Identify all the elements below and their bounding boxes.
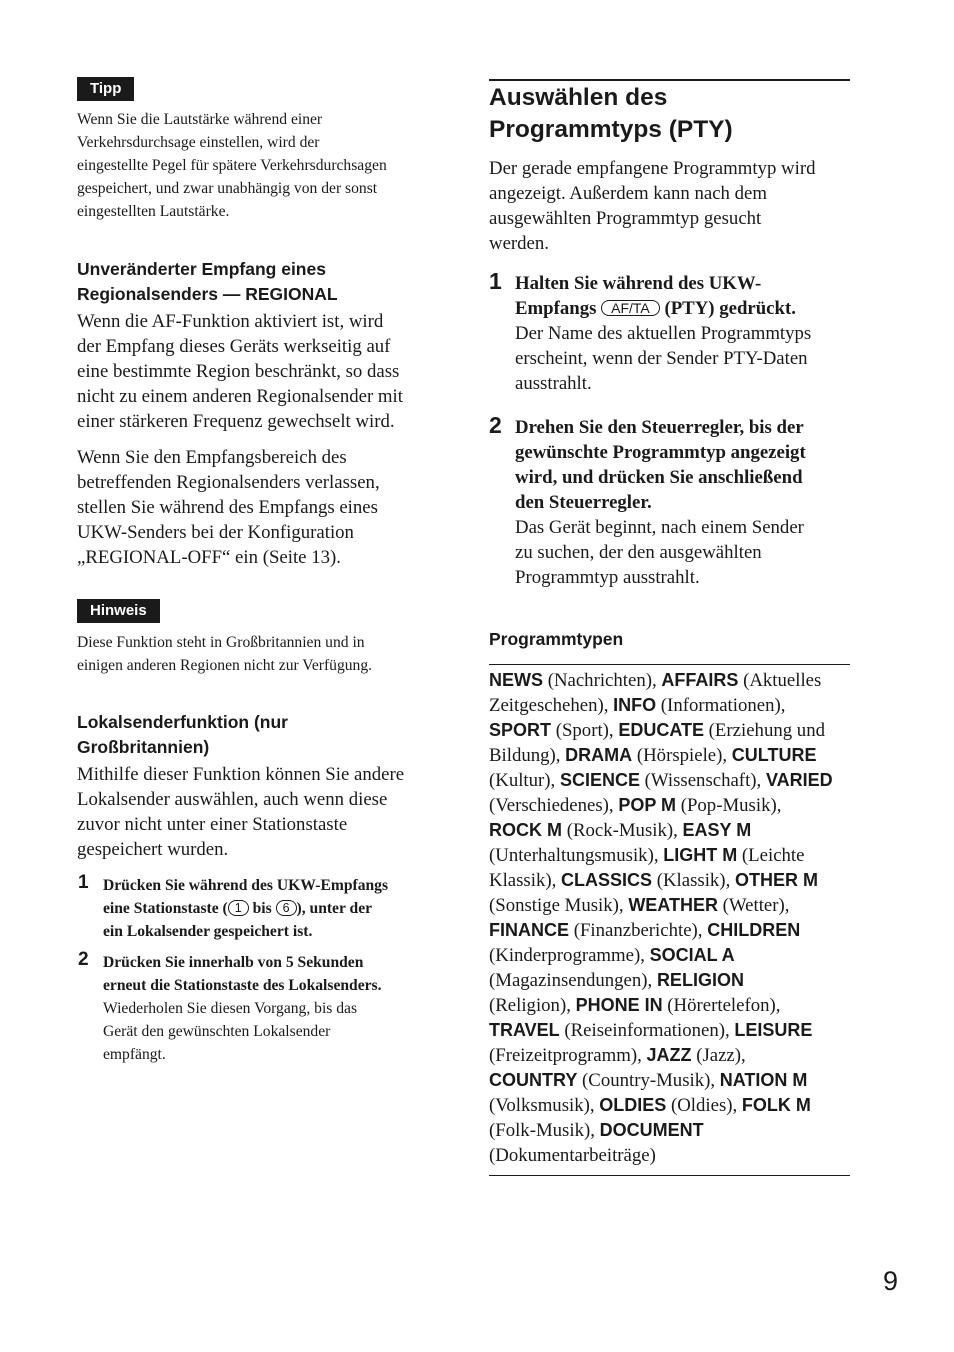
hinweis-text <box>77 631 372 677</box>
text-line: stellen Sie während des Empfangs eines <box>77 497 378 518</box>
pty-description: (Wetter), <box>717 895 790 916</box>
hinweis-line: Diese Funktion steht in Großbritannien und in <box>77 634 365 651</box>
text-line: „REGIONAL-OFF“ ein (Seite 13). <box>77 547 341 568</box>
title-line: Programmtyps (PTY) <box>489 116 733 143</box>
pty-list-line <box>489 1145 656 1166</box>
step-line: zu suchen, der den ausgewählten <box>515 542 762 563</box>
text-line: gespeichert wurden. <box>77 839 229 860</box>
regional-heading <box>77 257 338 307</box>
preset-1-key-icon: 1 <box>228 900 249 916</box>
pty-description: (Freizeitprogramm), <box>489 1045 647 1066</box>
pty-description: (Sonstige Musik), <box>489 895 629 916</box>
pty-description: (Rock-Musik), <box>562 820 683 841</box>
pty-description: Zeitgeschehen), <box>489 695 614 716</box>
title-line: Auswählen des <box>489 84 668 111</box>
text-line: eine bestimmte Region beschränkt, so dass <box>77 361 400 382</box>
pty-description: (Folk-Musik), <box>489 1120 600 1141</box>
step-line: Programmtyp ausstrahlt. <box>515 567 700 588</box>
pty-description: (Reiseinformationen), <box>559 1020 735 1041</box>
pty-list-line <box>489 795 781 816</box>
step-line: erscheint, wenn der Sender PTY-Daten <box>515 348 808 369</box>
tipp-line: gespeichert, und zwar unabhängig von der sonst <box>77 180 378 197</box>
pty-code: EDUCATE <box>618 720 704 740</box>
pty-list-line <box>489 1045 746 1066</box>
pty-code: SOCIAL A <box>649 945 735 965</box>
step-line: Der Name des aktuellen Programmtyps <box>515 323 812 344</box>
step-line: empfängt. <box>103 1046 166 1063</box>
text-line: zuvor nicht unter einer Stationstaste <box>77 814 348 835</box>
heading-line: Unveränderter Empfang eines <box>77 259 326 279</box>
step-line: Drücken Sie innerhalb von 5 Sekunden <box>103 954 364 971</box>
text-line: Der gerade empfangene Programmtyp wird <box>489 158 816 179</box>
tipp-line: eingestellten Lautstärke. <box>77 203 230 220</box>
text-line: Wenn Sie den Empfangsbereich des <box>77 447 347 468</box>
tipp-line: Verkehrsdurchsage einstellen, wird der <box>77 134 320 151</box>
pty-code: NEWS <box>489 670 543 690</box>
pty-description: (Leichte <box>737 845 805 866</box>
text-line: Wenn die AF-Funktion aktiviert ist, wird <box>77 311 384 332</box>
text-line: nicht zu einem anderen Regionalsender mit <box>77 386 403 407</box>
pty-list <box>489 668 851 1168</box>
pty-description: (Erziehung und <box>703 720 825 741</box>
pty-description: (Dokumentarbeiträge) <box>489 1145 656 1166</box>
pty-code: OLDIES <box>599 1095 667 1115</box>
pty-list-line <box>489 1070 807 1091</box>
pty-list-line <box>489 845 805 866</box>
pty-description: (Pop-Musik), <box>676 795 782 816</box>
preset-6-key-icon: 6 <box>276 900 297 916</box>
pty-code: INFO <box>613 695 657 715</box>
pty-description: Klassik), <box>489 870 561 891</box>
step-line: den Steuerregler. <box>515 492 652 513</box>
step-line: ein Lokalsender gespeichert ist. <box>103 923 313 940</box>
step-number: 1 <box>78 872 89 893</box>
local-step-2 <box>103 951 382 1066</box>
pty-list-line <box>489 995 780 1016</box>
step-line: Drücken Sie während des UKW-Empfangs <box>103 877 389 894</box>
tipp-text <box>77 108 387 223</box>
pty-code: PHONE IN <box>575 995 663 1015</box>
pty-code: FOLK M <box>741 1095 811 1115</box>
step-number: 2 <box>78 949 89 970</box>
tipp-line: eingestellte Pegel für spätere Verkehrsdurchsagen <box>77 157 387 174</box>
step-line: bis <box>248 900 276 917</box>
step-line: Wiederholen Sie diesen Vorgang, bis das <box>103 1000 358 1017</box>
step-line: gewünschte Programmtyp angezeigt <box>515 442 806 463</box>
heading-line: Großbritannien) <box>77 737 210 757</box>
step-line: erneut die Stationstaste des Lokalsenders. <box>103 977 382 994</box>
text-line: der Empfang dieses Geräts werkseitig auf <box>77 336 391 357</box>
pty-code: NATION M <box>719 1070 808 1090</box>
pty-code: WEATHER <box>628 895 718 915</box>
af-ta-key-icon: AF/TA <box>601 300 660 316</box>
page-number: 9 <box>882 1266 898 1296</box>
pty-description: (Religion), <box>489 995 576 1016</box>
pty-description: (Informationen), <box>656 695 786 716</box>
pty-code: EASY M <box>682 820 752 840</box>
pty-step-2 <box>515 415 806 590</box>
text-line: ausgewählten Programmtyp gesucht <box>489 208 762 229</box>
pty-code: DOCUMENT <box>599 1120 704 1140</box>
pty-description: (Hörspiele), <box>632 745 732 766</box>
step-line: ), unter der <box>296 900 373 917</box>
pty-list-line <box>489 970 744 991</box>
pty-list-line <box>489 920 800 941</box>
pty-code: CLASSICS <box>561 870 653 890</box>
pty-description: (Aktuelles <box>738 670 822 691</box>
pty-list-line <box>489 670 821 691</box>
regional-paragraph-1 <box>77 309 403 434</box>
pty-code: SPORT <box>489 720 552 740</box>
step-number: 2 <box>489 412 502 438</box>
step-line: Halten Sie während des UKW- <box>515 273 762 294</box>
step-line: Das Gerät beginnt, nach einem Sender <box>515 517 804 538</box>
pty-description: (Magazinsendungen), <box>489 970 657 991</box>
hinweis-label: Hinweis <box>77 599 160 623</box>
pty-description: (Verschiedenes), <box>489 795 619 816</box>
text-line: Mithilfe dieser Funktion können Sie andere <box>77 764 405 785</box>
pty-list-line <box>489 695 785 716</box>
text-line: angezeigt. Außerdem kann nach dem <box>489 183 767 204</box>
local-heading <box>77 710 288 760</box>
pty-description: Bildung), <box>489 745 566 766</box>
pty-description: (Hörertelefon), <box>662 995 781 1016</box>
text-line: werden. <box>489 233 549 254</box>
pty-code: VARIED <box>765 770 833 790</box>
hinweis-line: einigen anderen Regionen nicht zur Verfügung. <box>77 657 373 674</box>
tipp-line: Wenn Sie die Lautstärke während einer <box>77 111 323 128</box>
pty-description: (Unterhaltungsmusik), <box>489 845 664 866</box>
pty-code: SCIENCE <box>559 770 640 790</box>
pty-code: CHILDREN <box>707 920 801 940</box>
pty-top-rule <box>489 664 850 665</box>
pty-description: (Kultur), <box>489 770 560 791</box>
text-line: betreffenden Regionalsenders verlassen, <box>77 472 380 493</box>
pty-description: (Finanzberichte), <box>569 920 708 941</box>
heading-line: Regionalsenders — REGIONAL <box>77 284 338 304</box>
pty-list-line <box>489 870 818 891</box>
step-line: wird, und drücken Sie anschließend <box>515 467 803 488</box>
pty-code: OTHER M <box>734 870 818 890</box>
pty-code: FINANCE <box>489 920 569 940</box>
pty-code: LIGHT M <box>663 845 738 865</box>
local-paragraph <box>77 762 404 862</box>
pty-list-line <box>489 1095 811 1116</box>
section-title <box>489 82 733 146</box>
text-line: UKW-Senders bei der Konfiguration <box>77 522 354 543</box>
pty-code: ROCK M <box>489 820 562 840</box>
heading-line: Lokalsenderfunktion (nur <box>77 712 288 732</box>
pty-description: (Sport), <box>551 720 619 741</box>
pty-description: (Wissenschaft), <box>639 770 766 791</box>
regional-paragraph-2 <box>77 445 380 570</box>
pty-code: LEISURE <box>734 1020 813 1040</box>
text-line: einer stärkeren Frequenz gewechselt wird. <box>77 411 395 432</box>
step-line: eine Stationstaste ( <box>103 900 228 917</box>
pty-list-line <box>489 1020 812 1041</box>
step-line: Empfangs <box>515 298 602 319</box>
step-line: Gerät den gewünschten Lokalsender <box>103 1023 331 1040</box>
step-line: Drehen Sie den Steuerregler, bis der <box>515 417 804 438</box>
pty-step-1 <box>515 271 811 396</box>
pty-code: POP M <box>618 795 677 815</box>
step-number: 1 <box>489 268 502 294</box>
tipp-label: Tipp <box>77 77 134 101</box>
pty-code: DRAMA <box>565 745 633 765</box>
pty-bottom-rule <box>489 1175 850 1176</box>
pty-list-line <box>489 945 735 966</box>
pty-list-line <box>489 820 751 841</box>
pty-description: (Klassik), <box>652 870 735 891</box>
text-line: Lokalsender auswählen, auch wenn diese <box>77 789 388 810</box>
pty-list-line <box>489 745 816 766</box>
pty-code: TRAVEL <box>489 1020 560 1040</box>
pty-list-line <box>489 1120 704 1141</box>
pty-description: (Jazz), <box>691 1045 746 1066</box>
pty-list-line <box>489 895 789 916</box>
pty-code: CULTURE <box>731 745 817 765</box>
pty-description: (Kinderprogramme), <box>489 945 650 966</box>
local-step-1 <box>103 874 388 943</box>
pty-heading: Programmtypen <box>489 629 624 649</box>
pty-description: (Nachrichten), <box>543 670 662 691</box>
pty-list-line <box>489 720 825 741</box>
pty-description: (Volksmusik), <box>489 1095 600 1116</box>
pty-code: JAZZ <box>646 1045 692 1065</box>
section-top-rule <box>489 79 850 81</box>
step-line: (PTY) gedrückt. <box>659 298 796 319</box>
pty-code: COUNTRY <box>489 1070 578 1090</box>
pty-code: RELIGION <box>656 970 744 990</box>
pty-code: AFFAIRS <box>661 670 739 690</box>
pty-list-line <box>489 770 833 791</box>
pty-description: (Country-Musik), <box>577 1070 720 1091</box>
intro-paragraph <box>489 156 815 256</box>
pty-description: (Oldies), <box>666 1095 742 1116</box>
step-line: ausstrahlt. <box>515 373 592 394</box>
